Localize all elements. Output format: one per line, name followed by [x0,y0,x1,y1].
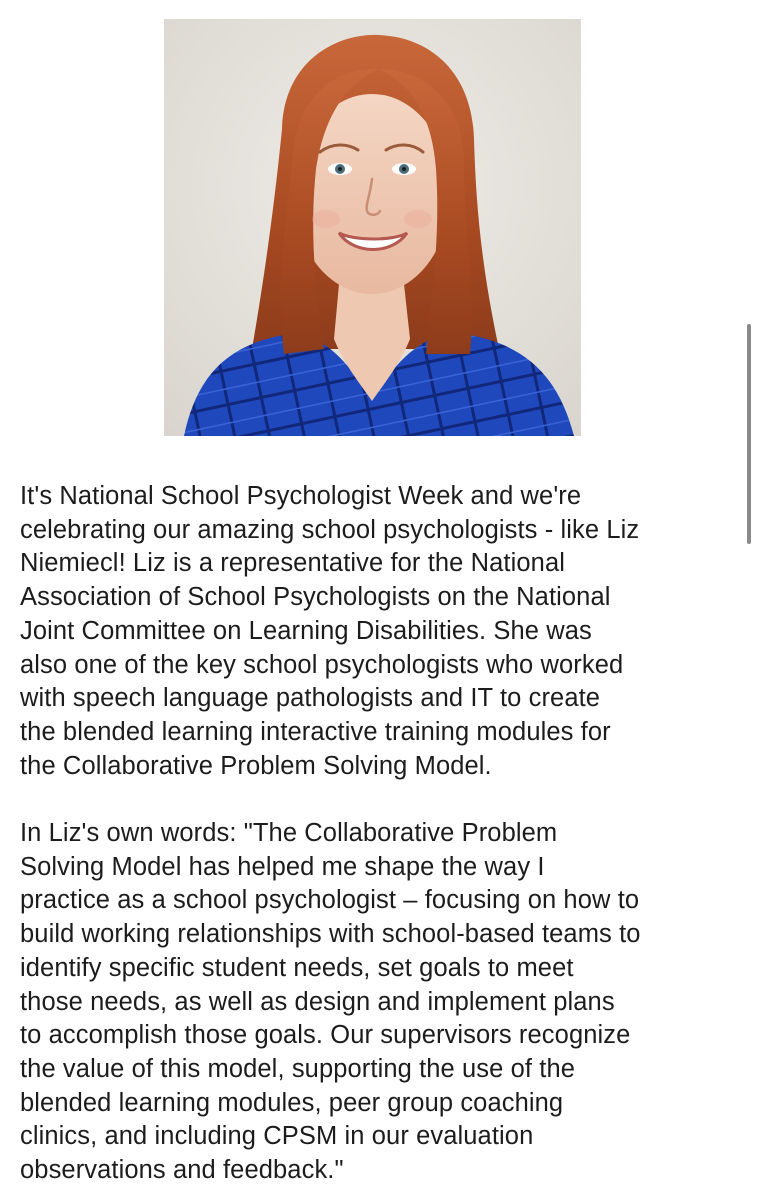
text-line: clinics, and including CPSM in our evaluation [20,1122,534,1151]
text-line: In Liz's own words: "The Collaborative Problem [20,819,558,848]
text-line: build working relationships with school-based teams to [20,920,641,949]
text-line: practice as a school psychologist – focusing on how to [20,886,640,915]
scrollbar-thumb[interactable] [747,324,751,544]
text-line: with speech language pathologists and IT to create [20,684,601,713]
portrait-illustration [164,19,581,436]
text-line: Joint Committee on Learning Disabilities. She was [20,616,592,645]
intro-paragraph [20,480,740,783]
text-line: the blended learning interactive training modules for [20,717,611,746]
text-line: Association of School Psychologists on the National [20,583,611,612]
text-line: those needs, as well as design and implement plans [20,987,615,1016]
article-body [20,480,740,1188]
text-line: the Collaborative Problem Solving Model. [20,751,492,780]
text-line: Niemiecl! Liz is a representative for the National [20,549,565,578]
paragraph-gap [20,783,740,817]
text-line: observations and feedback." [20,1156,344,1185]
text-line: the value of this model, supporting the use of the [20,1054,576,1083]
quote-paragraph [20,817,740,1188]
text-line: to accomplish those goals. Our supervisors recognize [20,1021,631,1050]
text-line: blended learning modules, peer group coaching [20,1088,564,1117]
portrait-photo [164,19,581,436]
text-line: identify specific student needs, set goals to meet [20,953,574,982]
text-line: It's National School Psychologist Week and we're [20,482,582,510]
text-line: celebrating our amazing school psychologists - like Liz [20,515,640,544]
text-line: Solving Model has helped me shape the way I [20,852,545,881]
text-line: also one of the key school psychologists who worked [20,650,624,679]
